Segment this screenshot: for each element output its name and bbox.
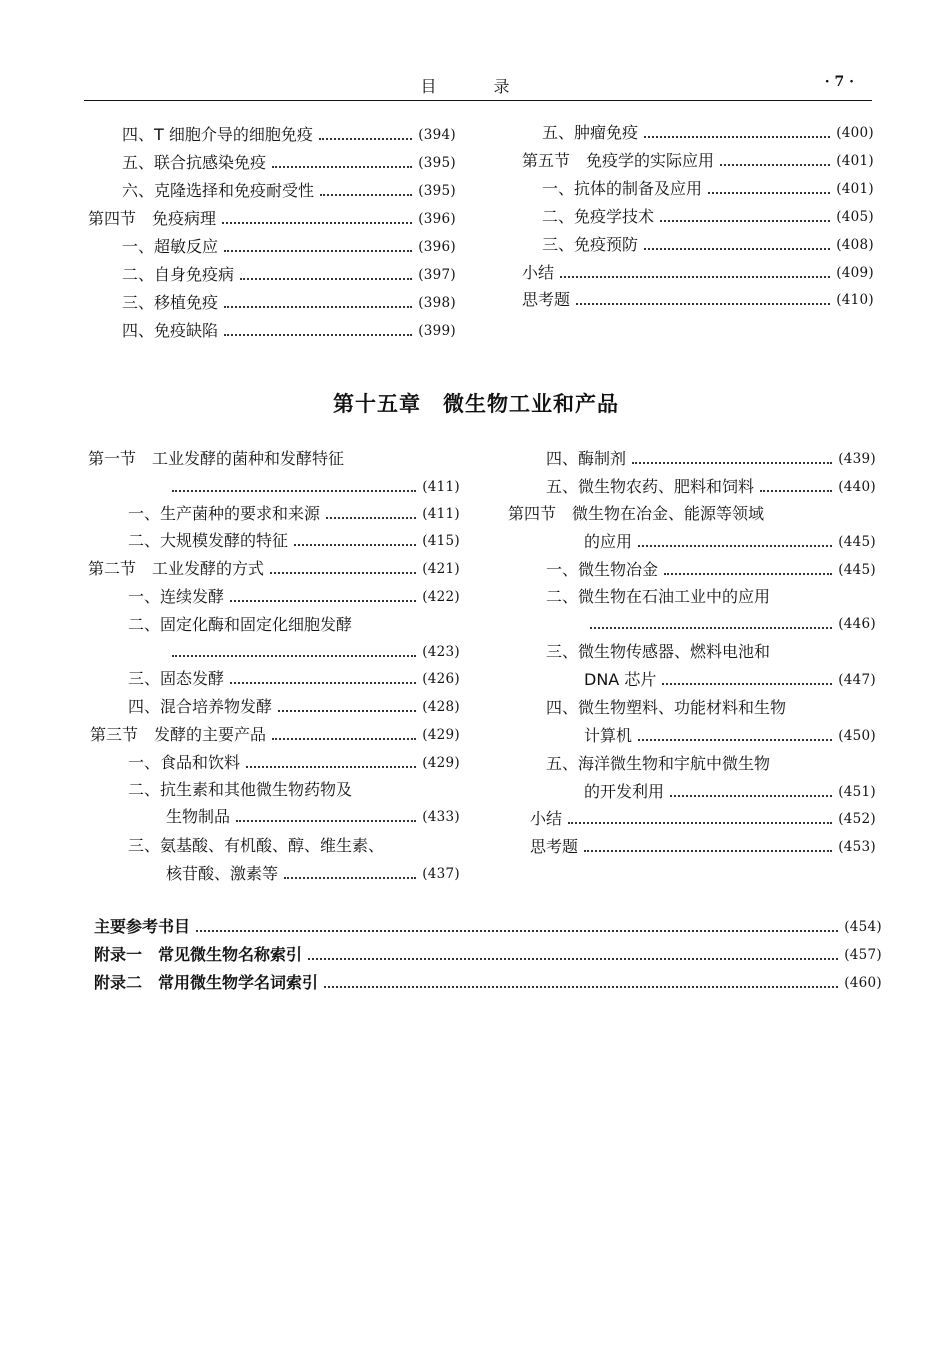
toc-entry-continuation[interactable]: 的开发利用 (451) xyxy=(584,782,876,801)
toc-entry-continuation[interactable]: 的应用 (445) xyxy=(584,532,876,551)
toc-entry[interactable]: 三、移植免疫 (398) xyxy=(122,293,456,312)
toc-section-entry[interactable]: 第二节 工业发酵的方式 (421) xyxy=(88,559,460,578)
toc-entry[interactable]: 五、肿瘤免疫 (400) xyxy=(542,123,874,142)
toc-section-entry[interactable]: 第三节 发酵的主要产品 (429) xyxy=(90,725,460,744)
toc-entry[interactable]: 二、自身免疫病 (397) xyxy=(122,265,456,284)
toc-entry-continuation[interactable]: DNA 芯片 (447) xyxy=(584,670,876,689)
toc-exercises-entry[interactable]: 思考题 (453) xyxy=(530,837,876,856)
toc-entry[interactable]: 四、酶制剂 (439) xyxy=(546,449,876,468)
toc-appendix-entry[interactable]: 附录二 常用微生物学名词索引 (460) xyxy=(94,973,882,992)
toc-entry[interactable]: 一、超敏反应 (396) xyxy=(122,237,456,256)
toc-entry[interactable]: 三、氨基酸、有机酸、醇、维生素、 xyxy=(128,836,385,855)
toc-references-entry[interactable]: 主要参考书目 (454) xyxy=(94,917,882,936)
toc-entry[interactable]: 二、抗生素和其他微生物药物及 xyxy=(128,780,353,799)
page-header xyxy=(84,70,872,101)
page-number: · 7 · xyxy=(824,74,854,90)
toc-entry-continuation[interactable]: 计算机 (450) xyxy=(584,726,876,745)
toc-appendix-entry[interactable]: 附录一 常见微生物名称索引 (457) xyxy=(94,945,882,964)
toc-exercises-entry[interactable]: 思考题 (410) xyxy=(522,290,874,309)
toc-entry[interactable]: 四、混合培养物发酵 (428) xyxy=(128,697,460,716)
header-title: 目 录 xyxy=(420,77,536,96)
toc-entry-continuation[interactable]: 核苷酸、激素等 (437) xyxy=(166,864,460,883)
toc-entry[interactable]: 二、免疫学技术 (405) xyxy=(542,207,874,226)
toc-section-entry[interactable]: 第四节 免疫病理 (396) xyxy=(88,209,456,228)
toc-section-entry[interactable]: 第四节 微生物在冶金、能源等领域 xyxy=(508,504,765,523)
toc-entry[interactable]: 四、T 细胞介导的细胞免疫 (394) xyxy=(122,125,456,144)
toc-entry[interactable]: 二、微生物在石油工业中的应用 xyxy=(546,587,771,606)
toc-entry[interactable]: 二、固定化酶和固定化细胞发酵 xyxy=(128,615,353,634)
toc-summary-entry[interactable]: 小结 (409) xyxy=(522,263,874,282)
toc-entry[interactable]: 四、微生物塑料、功能材料和生物 xyxy=(546,698,787,717)
toc-entry[interactable]: 五、海洋微生物和宇航中微生物 xyxy=(546,754,771,773)
toc-entry[interactable]: 一、抗体的制备及应用 (401) xyxy=(542,179,874,198)
toc-entry[interactable]: 一、生产菌种的要求和来源 (411) xyxy=(128,504,460,523)
toc-entry[interactable]: 一、食品和饮料 (429) xyxy=(128,753,460,772)
toc-entry-continuation[interactable]: (446) xyxy=(584,608,876,634)
toc-entry[interactable]: 三、免疫预防 (408) xyxy=(542,235,874,254)
toc-entry[interactable]: 一、微生物冶金 (445) xyxy=(546,560,876,579)
toc-entry-continuation[interactable]: (411) xyxy=(166,471,460,497)
toc-section-entry[interactable]: 第一节 工业发酵的菌种和发酵特征 xyxy=(88,449,345,468)
toc-entry-continuation[interactable]: 生物制品 (433) xyxy=(166,807,460,826)
toc-entry[interactable]: 三、微生物传感器、燃料电池和 xyxy=(546,642,771,661)
toc-entry[interactable]: 五、联合抗感染免疫 (395) xyxy=(122,153,456,172)
toc-summary-entry[interactable]: 小结 (452) xyxy=(530,809,876,828)
toc-entry[interactable]: 四、免疫缺陷 (399) xyxy=(122,321,456,340)
toc-entry[interactable]: 一、连续发酵 (422) xyxy=(128,587,460,606)
toc-entry[interactable]: 三、固态发酵 (426) xyxy=(128,669,460,688)
toc-entry[interactable]: 二、大规模发酵的特征 (415) xyxy=(128,531,460,550)
toc-entry[interactable]: 六、克隆选择和免疫耐受性 (395) xyxy=(122,181,456,200)
toc-section-entry[interactable]: 第五节 免疫学的实际应用 (401) xyxy=(522,151,874,170)
toc-entry[interactable]: 五、微生物农药、肥料和饲料 (440) xyxy=(546,477,876,496)
chapter-title[interactable]: 第十五章 微生物工业和产品 xyxy=(333,392,619,416)
toc-entry-continuation[interactable]: (423) xyxy=(166,636,460,662)
